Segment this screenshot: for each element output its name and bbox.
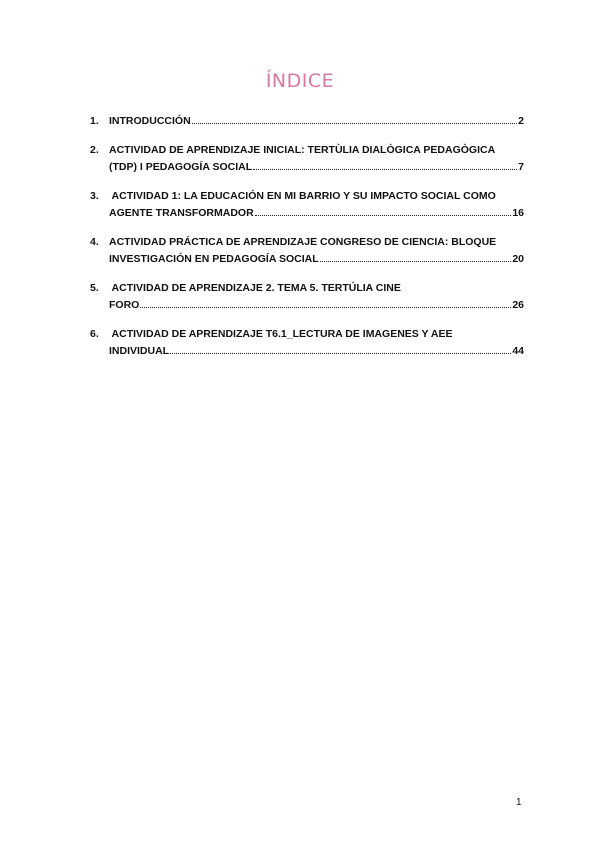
dot-leader xyxy=(140,306,511,308)
toc-entry-line: ACTIVIDAD DE APRENDIZAJE INICIAL: TERTÙLIA DIALÒGICA PEDAGÒGICA xyxy=(109,144,496,156)
toc-entry-title: (TDP) I PEDAGOGÍA SOCIAL xyxy=(109,161,253,173)
table-of-contents xyxy=(90,113,524,372)
toc-entry-page: 26 xyxy=(512,299,524,311)
toc-entry-body xyxy=(109,142,524,176)
toc-entry-number: 1. xyxy=(90,115,99,127)
toc-entry-page: 2 xyxy=(518,115,524,127)
dot-leader xyxy=(253,168,517,170)
toc-entry[interactable] xyxy=(90,142,524,176)
toc-entry-title: INTRODUCCIÓN xyxy=(109,115,191,127)
toc-entry-page: 44 xyxy=(512,345,524,357)
toc-entry-leader-line xyxy=(109,251,524,268)
toc-entry-number: 4. xyxy=(90,236,99,248)
dot-leader xyxy=(255,214,512,216)
toc-entry-body xyxy=(109,113,524,130)
toc-entry-line: ACTIVIDAD DE APRENDIZAJE 2. TEMA 5. TERTÚLIA CINE xyxy=(109,282,401,294)
dot-leader xyxy=(170,352,511,354)
toc-entry-body xyxy=(109,188,524,222)
toc-entry-title: AGENTE TRANSFORMADOR xyxy=(109,207,254,219)
toc-entry-title: FORO xyxy=(109,299,140,311)
toc-entry[interactable] xyxy=(90,188,524,222)
toc-entry-page: 16 xyxy=(512,207,524,219)
toc-entry[interactable] xyxy=(90,234,524,268)
toc-entry-line: ACTIVIDAD PRÁCTICA DE APRENDIZAJE CONGRESO DE CIENCIA: BLOQUE xyxy=(109,236,497,248)
toc-entry-number: 3. xyxy=(90,190,99,202)
toc-entry-number: 2. xyxy=(90,144,99,156)
dot-leader xyxy=(320,260,512,262)
toc-entry[interactable] xyxy=(90,280,524,314)
toc-entry-body xyxy=(109,280,524,314)
toc-entry-body xyxy=(109,326,524,360)
toc-entry-leader-line xyxy=(109,297,524,314)
toc-entry-leader-line xyxy=(109,343,524,360)
toc-entry-line: ACTIVIDAD 1: LA EDUCACIÓN EN MI BARRIO Y SU IMPACTO SOCIAL COMO xyxy=(109,190,496,202)
toc-entry-line: ACTIVIDAD DE APRENDIZAJE T6.1_LECTURA DE IMAGENES Y AEE xyxy=(109,328,453,340)
page-number: 1 xyxy=(516,797,522,808)
toc-entry-leader-line xyxy=(109,159,524,176)
toc-entry-page: 7 xyxy=(518,161,524,173)
toc-entry-title: INDIVIDUAL xyxy=(109,345,170,357)
toc-entry-number: 6. xyxy=(90,328,99,340)
toc-entry-leader-line xyxy=(109,113,524,130)
dot-leader xyxy=(192,122,517,124)
toc-entry-body xyxy=(109,234,524,268)
toc-entry-page: 20 xyxy=(512,253,524,265)
toc-entry-title: INVESTIGACIÓN EN PEDAGOGÍA SOCIAL xyxy=(109,253,319,265)
toc-entry-number: 5. xyxy=(90,282,99,294)
toc-entry-leader-line xyxy=(109,205,524,222)
toc-entry[interactable] xyxy=(90,113,524,130)
toc-entry[interactable] xyxy=(90,326,524,360)
page-title: ÍNDICE xyxy=(265,70,335,92)
